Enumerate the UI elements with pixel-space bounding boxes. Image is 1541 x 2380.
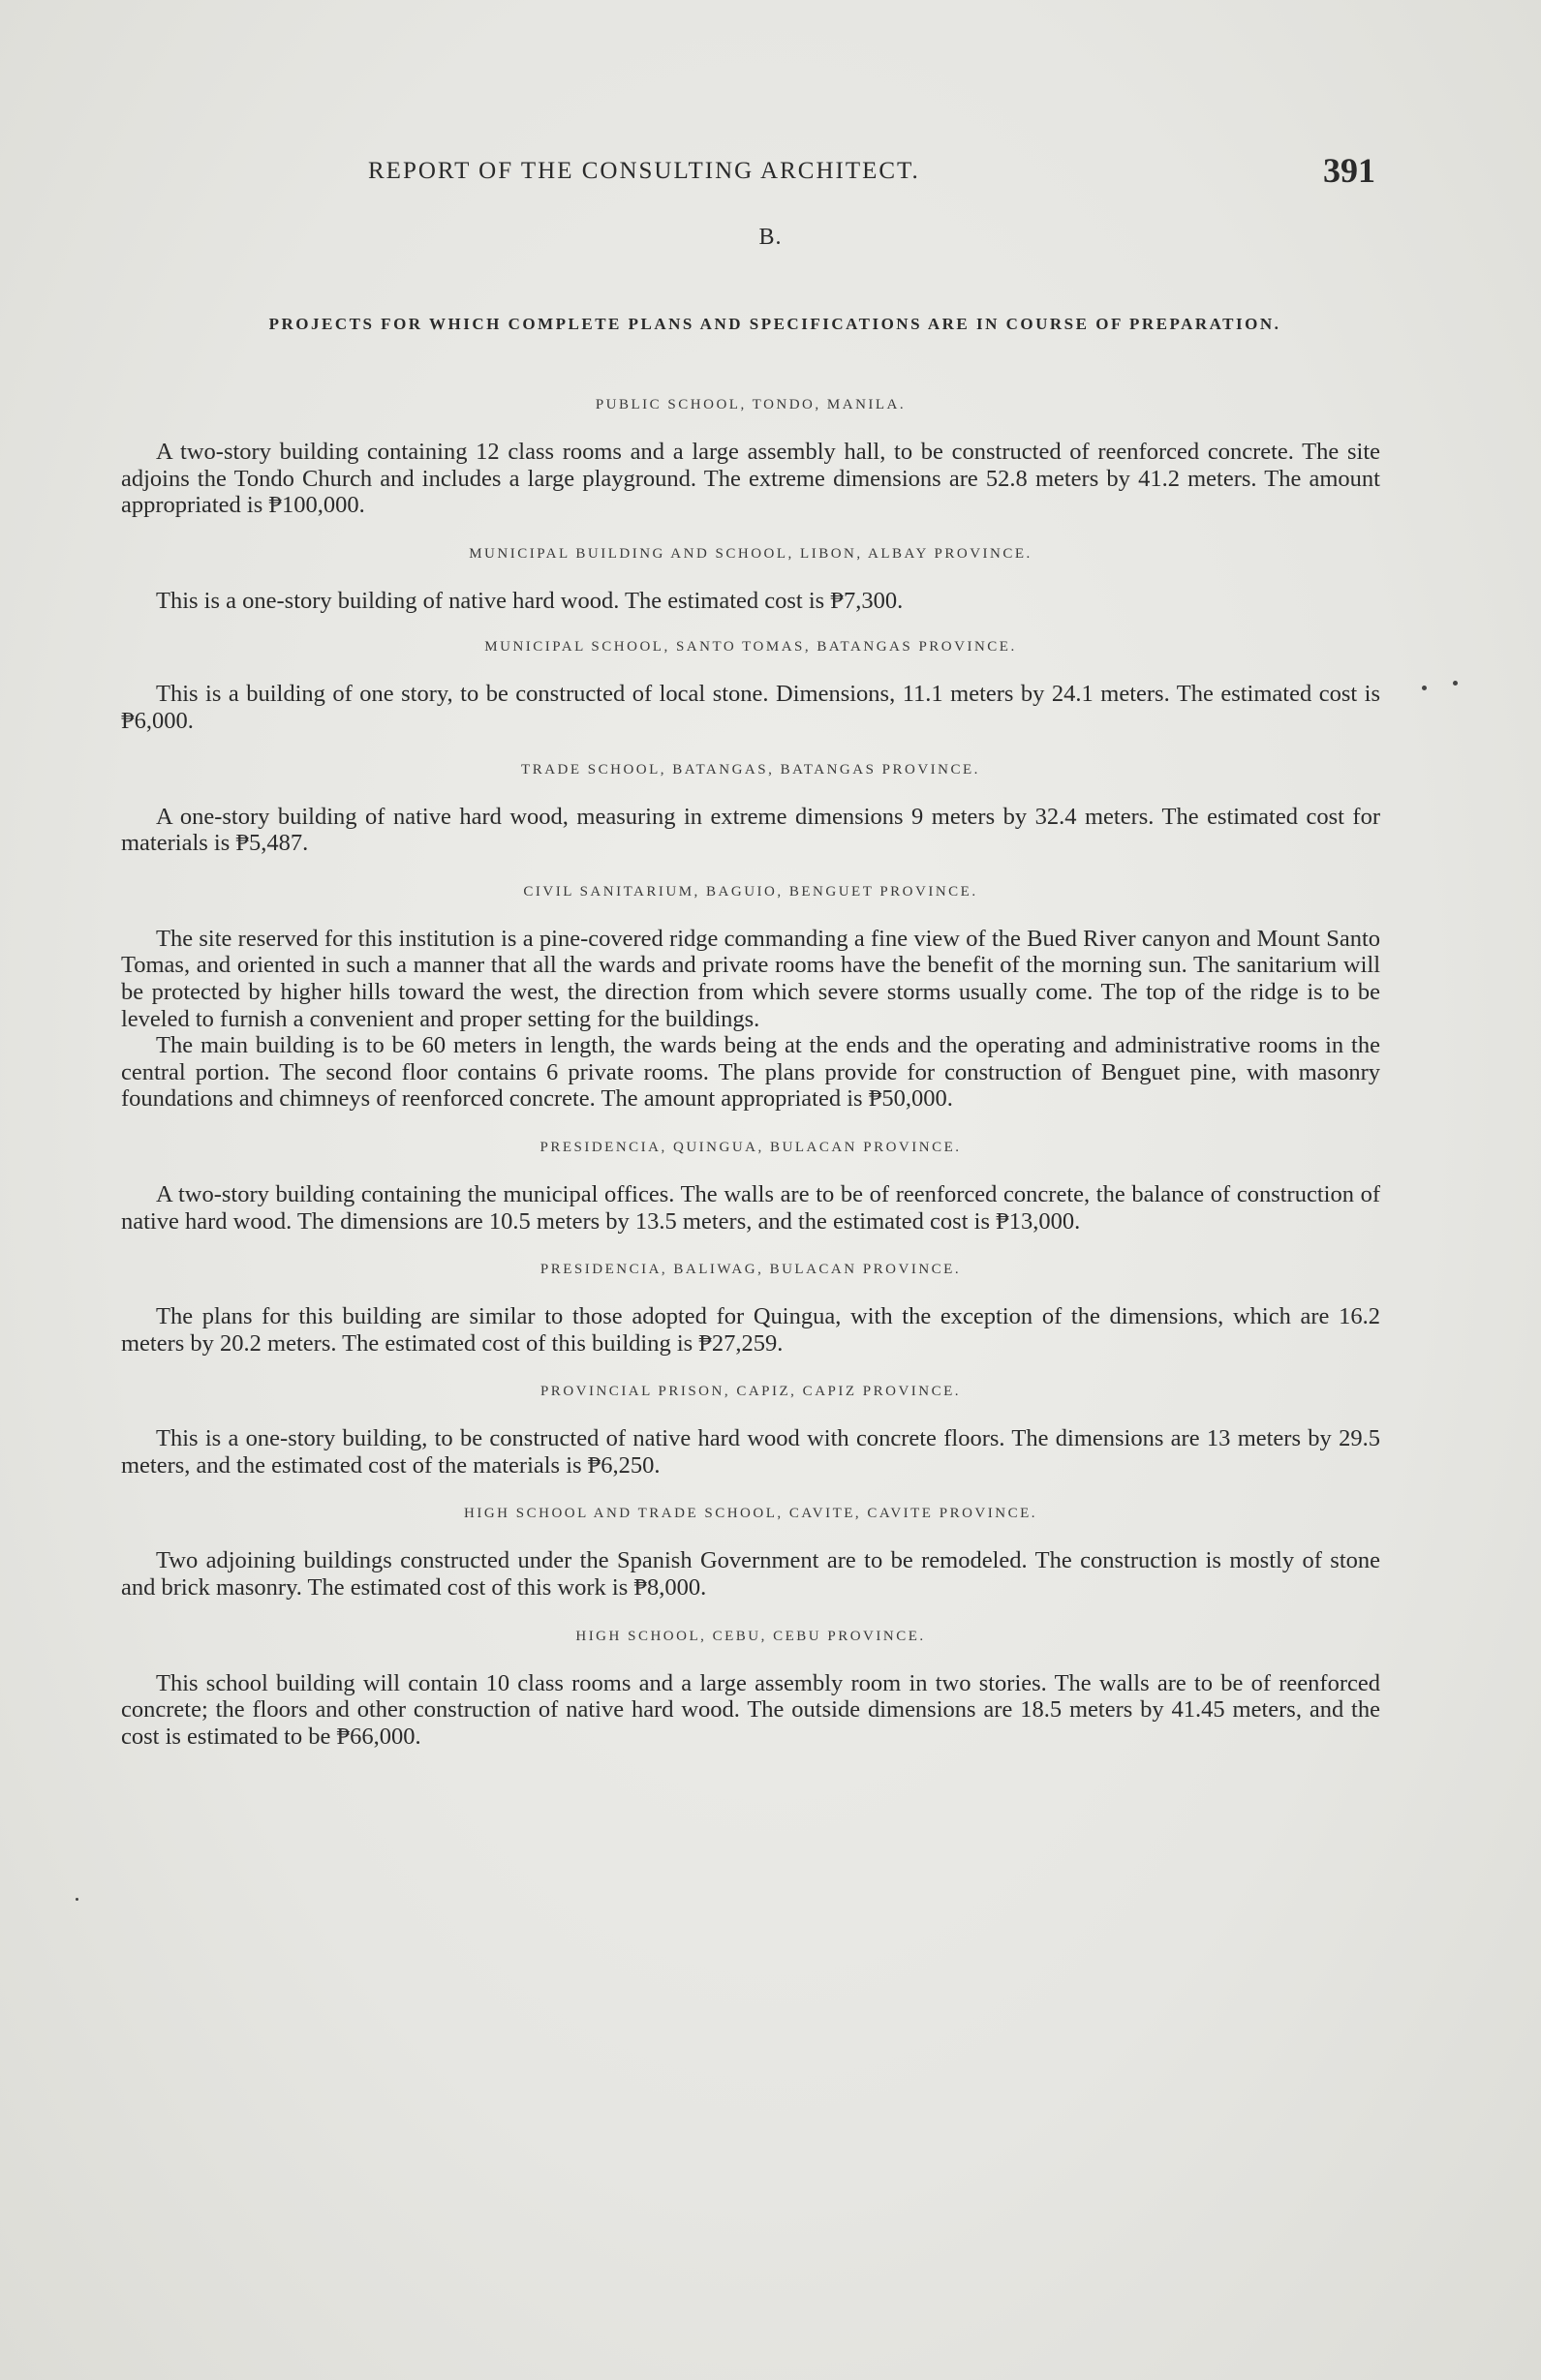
entry-paragraph: This is a one-story building of native hard wood. The estimated cost is ₱7,300.	[156, 587, 904, 614]
entry-high-school-cebu	[121, 1629, 1380, 1751]
entry-presidencia-baliwag	[121, 1262, 1380, 1357]
entry-paragraph: Two adjoining buildings constructed under the Spanish Government are to be remodeled. The construction is mostly of stone and brick masonry. The estimated cost of this work is ₱8,000.	[121, 1547, 1380, 1602]
entry-heading: PRESIDENCIA, QUINGUA, BULACAN PROVINCE.	[539, 1139, 962, 1155]
entry-paragraph: A one-story building of native hard wood, measuring in extreme dimensions 9 meters by 32.4 meters. The estimated cost for materials is ₱5,487.	[121, 803, 1380, 857]
entry-paragraph: A two-story building containing the municipal offices. The walls are to be of reenforced concrete, the balance of construction of native hard wood. The dimensions are 10.5 meters by 13.5 meters, and the estimated cost is ₱13,000.	[121, 1180, 1380, 1235]
entry-heading: PROVINCIAL PRISON, CAPIZ, CAPIZ PROVINCE.	[539, 1384, 962, 1400]
page-number: 391	[1323, 151, 1375, 190]
scan-speck	[1453, 681, 1458, 686]
entry-paragraph: This is a one-story building, to be constructed of native hard wood with concrete floors. The dimensions are 13 meters by 29.5 meters, and the estimated cost of the materials is ₱6,250.	[121, 1425, 1380, 1479]
entry-heading: MUNICIPAL SCHOOL, SANTO TOMAS, BATANGAS PROVINCE.	[484, 639, 1017, 656]
entry-municipal-school-santo-tomas	[121, 639, 1380, 734]
entry-heading: MUNICIPAL BUILDING AND SCHOOL, LIBON, ALBAY PROVINCE.	[469, 545, 1032, 562]
page-body	[121, 397, 1380, 1750]
entry-municipal-building-libon	[121, 546, 1380, 615]
entry-trade-school-batangas	[121, 762, 1380, 857]
entry-paragraph: This school building will contain 10 class rooms and a large assembly room in two stories. The walls are to be of reenforced concrete; the floors and other construction of native hard wood. The outside dimensions are 18.5 meters by 41.45 meters, and the cost is estimated to be ₱66,000.	[121, 1669, 1380, 1750]
entry-provincial-prison-capiz	[121, 1384, 1380, 1479]
scan-speck	[76, 1898, 78, 1901]
entry-paragraph: The plans for this building are similar to those adopted for Quingua, with the exception of the dimensions, which are 16.2 meters by 20.2 meters. The estimated cost of this building is ₱27,259.	[121, 1303, 1380, 1357]
running-title: REPORT OF THE CONSULTING ARCHITECT.	[368, 158, 920, 184]
entry-high-school-cavite	[121, 1506, 1380, 1601]
entry-heading: PUBLIC SCHOOL, TONDO, MANILA.	[595, 397, 907, 412]
entry-paragraph: The main building is to be 60 meters in length, the wards being at the ends and the operating and administrative rooms in the central portion. The second floor contains 6 private rooms. The plans provide for construction of Benguet pine, with masonry foundations and chimneys of reenforced concrete. The amount appropriated is ₱50,000.	[121, 1032, 1380, 1113]
section-letter: B.	[758, 225, 783, 250]
scan-speck	[1422, 686, 1427, 690]
entry-paragraph: The site reserved for this institution is a pine-covered ridge commanding a fine view of the Bued River canyon and Mount Santo Tomas, and oriented in such a manner that all the wards and private rooms have the benefit of the morning sun. The sanitarium will be protected by higher hills toward the west, the direction from which severe storms usually come. The top of the ridge is to be leveled to furnish a convenient and proper setting for the buildings.	[121, 925, 1380, 1032]
entry-civil-sanitarium-baguio	[121, 884, 1380, 1113]
entry-heading: CIVIL SANITARIUM, BAGUIO, BENGUET PROVINCE.	[523, 883, 978, 900]
entry-paragraph: This is a building of one story, to be constructed of local stone. Dimensions, 11.1 meters by 24.1 meters. The estimated cost is ₱6,000.	[121, 681, 1380, 734]
entry-presidencia-quingua	[121, 1140, 1380, 1235]
entry-heading: HIGH SCHOOL AND TRADE SCHOOL, CAVITE, CAVITE PROVINCE.	[464, 1506, 1037, 1522]
entry-heading: PRESIDENCIA, BALIWAG, BULACAN PROVINCE.	[539, 1262, 962, 1278]
entry-public-school-tondo	[121, 397, 1380, 519]
entry-heading: HIGH SCHOOL, CEBU, CEBU PROVINCE.	[575, 1628, 926, 1644]
entry-heading: TRADE SCHOOL, BATANGAS, BATANGAS PROVINCE.	[521, 761, 980, 778]
running-head	[368, 150, 1375, 198]
entry-paragraph: A two-story building containing 12 class rooms and a large assembly hall, to be constructed of reenforced concrete. The site adjoins the Tondo Church and includes a large playground. The extreme dimensions are 52.8 meters by 41.2 meters. The amount appropriated is ₱100,000.	[121, 439, 1380, 519]
section-caption: PROJECTS FOR WHICH COMPLETE PLANS AND SPECIFICATIONS ARE IN COURSE OF PREPARATION.	[268, 315, 1281, 333]
